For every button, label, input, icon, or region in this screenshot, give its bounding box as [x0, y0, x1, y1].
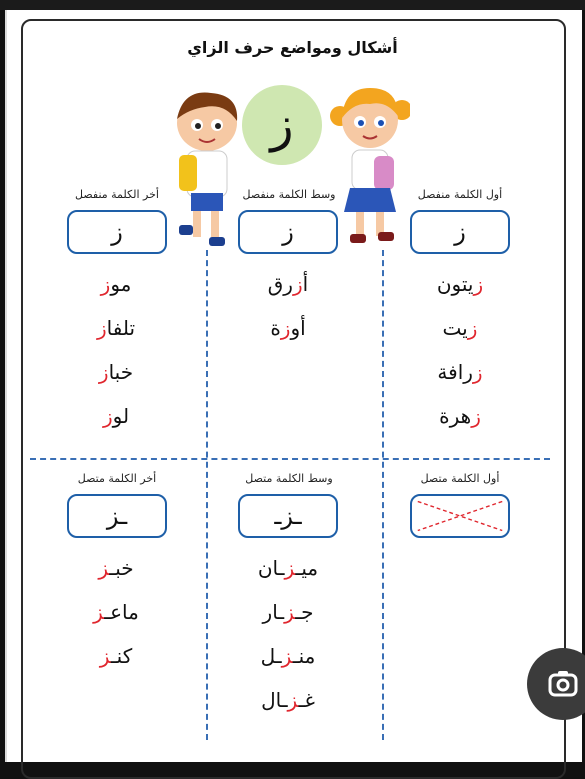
form-box-middle-joined: ـزـ	[238, 494, 338, 538]
word-part: كنـ	[110, 644, 133, 668]
word-part: لو	[112, 404, 130, 428]
section-divider	[30, 458, 550, 460]
highlighted-letter: ز	[96, 316, 107, 340]
highlighted-letter: ز	[280, 316, 291, 340]
word-part: ة	[270, 316, 281, 340]
word-part: ـال	[261, 688, 288, 712]
top-word	[56, 272, 176, 296]
word-part: هرة	[439, 404, 472, 428]
bottom-word	[56, 600, 176, 624]
highlighted-letter: ز	[99, 644, 111, 668]
highlighted-letter: ز	[292, 272, 303, 296]
form-box-middle-separate: ز	[238, 210, 338, 254]
bottom-word	[228, 600, 348, 624]
word-part: يتون	[436, 272, 474, 296]
top-word	[56, 360, 176, 384]
bottom-word	[228, 688, 348, 712]
top-word	[56, 404, 176, 428]
word-part: تلفا	[106, 316, 136, 340]
boy-illustration	[165, 85, 245, 250]
word-part: مو	[110, 272, 132, 296]
highlighted-letter: ز	[98, 360, 109, 384]
word-part: خبا	[108, 360, 134, 384]
highlighted-letter: ز	[287, 688, 299, 712]
word-part: ماعـ	[104, 600, 139, 624]
word-part: منـ	[292, 644, 316, 668]
bottom-word	[56, 644, 176, 668]
form-box-start-joined-crossed	[410, 494, 510, 538]
highlighted-letter: ز	[102, 404, 113, 428]
highlighted-letter: ز	[284, 600, 296, 624]
highlighted-letter: ز	[284, 556, 296, 580]
main-letter-circle: ز	[242, 85, 322, 165]
label-start-separate: أول الكلمة منفصل	[417, 188, 503, 201]
label-start-joined: أول الكلمة متصل	[420, 472, 500, 485]
top-word	[400, 360, 520, 384]
word-part: يت	[442, 316, 468, 340]
form-box-end-joined: ـز	[67, 494, 167, 538]
word-part: غـ	[298, 688, 315, 712]
word-part: أو	[290, 316, 306, 340]
top-word	[400, 316, 520, 340]
word-part: ـار	[262, 600, 285, 624]
lens-icon	[546, 667, 580, 701]
word-part: أ	[302, 272, 309, 296]
bottom-word	[228, 644, 348, 668]
highlighted-letter: ز	[281, 644, 293, 668]
word-part: جـ	[295, 600, 314, 624]
highlighted-letter: ز	[472, 360, 483, 384]
highlighted-letter: ز	[471, 404, 481, 428]
form-box-start-separate: ز	[410, 210, 510, 254]
top-word	[228, 316, 348, 340]
bottom-word	[228, 556, 348, 580]
label-end-joined: أخر الكلمة متصل	[77, 472, 157, 485]
girl-illustration	[330, 80, 410, 250]
top-word	[56, 316, 176, 340]
top-word	[400, 404, 520, 428]
word-part: خبـ	[109, 556, 134, 580]
word-part: ـل	[260, 644, 282, 668]
word-part: رق	[267, 272, 293, 296]
top-word	[228, 272, 348, 296]
form-box-end-separate: ز	[67, 210, 167, 254]
column-divider-right	[382, 250, 384, 740]
highlighted-letter: ز	[93, 600, 105, 624]
worksheet-title: أشكال ومواضع حرف الزاي	[187, 38, 398, 57]
top-word	[400, 272, 520, 296]
top-bar	[0, 0, 585, 10]
highlighted-letter: ز	[98, 556, 110, 580]
column-divider-left	[206, 250, 208, 740]
highlighted-letter: ز	[473, 272, 484, 296]
bottom-word	[56, 556, 176, 580]
highlighted-letter: ز	[100, 272, 111, 296]
word-part: رافة	[437, 360, 473, 384]
label-middle-separate: وسط الكلمة منفصل	[242, 188, 336, 201]
cross-mark-icon	[412, 496, 508, 536]
word-part: ـان	[257, 556, 285, 580]
highlighted-letter: ز	[467, 316, 478, 340]
label-end-separate: أخر الكلمة منفصل	[75, 188, 159, 201]
label-middle-joined: وسط الكلمة متصل	[245, 472, 333, 485]
word-part: ميـ	[295, 556, 319, 580]
